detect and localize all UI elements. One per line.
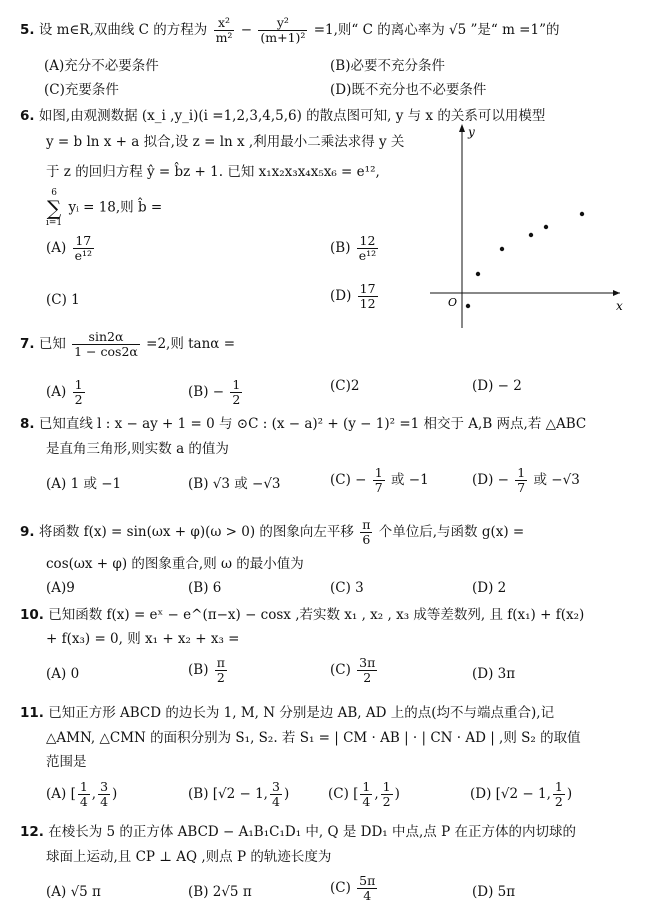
- q9-option-a[interactable]: (A)9: [46, 580, 75, 596]
- q11-option-b[interactable]: (B) [√2 − 1, $\frac{3}{4}$ ): [188, 779, 290, 809]
- q8-number: 8.: [20, 416, 35, 432]
- data-point: [500, 247, 504, 251]
- data-point: [529, 233, 533, 237]
- q9-fraction: $\frac{\pi}{6}$: [362, 517, 371, 547]
- q11-number: 11.: [20, 705, 44, 721]
- q5-option-c[interactable]: (C)充要条件: [44, 82, 119, 98]
- q10-option-c[interactable]: (C) $\frac{3\pi}{2}$: [330, 655, 376, 685]
- x-axis-label: x: [616, 299, 623, 313]
- q5-stem: 5. 设 m∈R,双曲线 C 的方程为 $\frac{\text{x²}}{\text{m²}}$ − $\frac{\text{y²}}{\text{(m+1)²}}$ =1,则“ C 的离心率为 √5 ”是“ m =1”的: [20, 15, 560, 45]
- q8-option-d[interactable]: (D) − $\frac{1}{7}$ 或 −√3: [472, 465, 580, 495]
- q6-summation: 6 ∑ i=1: [46, 188, 63, 228]
- q10-option-a[interactable]: (A) 0: [46, 666, 80, 682]
- q5-option-a[interactable]: (A)充分不必要条件: [44, 58, 159, 74]
- q5-text-pre: 设 m∈R,双曲线 C 的方程为: [38, 22, 208, 38]
- q10-line-1: 10. 已知函数 f(x) = eˣ − e^(π−x) − cosx ,若实数 x₁ , x₂ , x₃ 成等差数列, 且 f(x₁) + f(x₂): [20, 607, 585, 623]
- q12-option-c[interactable]: (C) $\frac{5\pi}{4}$: [330, 873, 376, 903]
- q12-option-a[interactable]: (A) √5 π: [46, 884, 101, 900]
- q6-line-3: 于 z 的回归方程 ŷ = b̂z + 1. 已知 x₁x₂x₃x₄x₅x₆ = e¹²,: [46, 164, 380, 180]
- q12-line-1: 12. 在棱长为 5 的正方体 ABCD − A₁B₁C₁D₁ 中, Q 是 DD₁ 中点,点 P 在正方体的内切球的: [20, 824, 576, 840]
- q6-scatter-plot: [420, 118, 630, 333]
- q6-option-b[interactable]: (B) $\frac{12}{\text{e¹²}}$: [330, 233, 377, 263]
- q10-number: 10.: [20, 607, 44, 623]
- q9-line-1: 9. 将函数 f(x) = sin(ωx + φ)(ω > 0) 的图象向左平移 $\frac{\pi}{6}$ 个单位后,与函数 g(x) =: [20, 517, 525, 547]
- x-axis-arrow: [613, 290, 620, 296]
- q5-text-post: =1,则“ C 的离心率为 √5 ”是“ m =1”的: [313, 22, 560, 38]
- q10-line-2: + f(x₃) = 0, 则 x₁ + x₂ + x₃ =: [46, 631, 240, 647]
- q5-fraction-2: $\frac{\text{y²}}{\text{(m+1)²}}$: [260, 15, 306, 45]
- q7-option-d[interactable]: (D) − 2: [472, 378, 522, 394]
- q12-line-2: 球面上运动,且 CP ⊥ AQ ,则点 P 的轨迹长度为: [46, 849, 332, 865]
- q6-line-1: 6. 如图,由观测数据 (x_i ,y_i)(i =1,2,3,4,5,6) 的散点图可知, y 与 x 的关系可以用模型: [20, 108, 546, 124]
- q9-option-c[interactable]: (C) 3: [330, 580, 364, 596]
- data-point: [476, 272, 480, 276]
- q7-fraction: $\frac{\sin 2\alpha}{1 - \cos 2\alpha}$: [74, 329, 138, 359]
- data-point: [466, 304, 470, 308]
- y-axis-label: y: [468, 125, 475, 139]
- q8-option-c[interactable]: (C) − $\frac{1}{7}$ 或 −1: [330, 465, 429, 495]
- q11-line-3: 范围是: [46, 754, 87, 770]
- q5-option-b[interactable]: (B)必要不充分条件: [330, 58, 445, 74]
- q11-option-a[interactable]: (A) [ $\frac{1}{4}$ , $\frac{3}{4}$ ): [46, 779, 118, 809]
- q12-option-d[interactable]: (D) 5π: [472, 884, 516, 900]
- q9-line-2: cos(ωx + φ) 的图象重合,则 ω 的最小值为: [46, 556, 304, 572]
- q6-line-2: y = b ln x + a 拟合,设 z = ln x ,利用最小二乘法求得 y 关: [46, 134, 405, 150]
- q6-line-4: 6 ∑ i=1 yᵢ = 18,则 b̂ =: [46, 188, 163, 228]
- q10-option-d[interactable]: (D) 3π: [472, 666, 516, 682]
- q5-option-d[interactable]: (D)既不充分也不必要条件: [330, 82, 487, 98]
- q8-option-b[interactable]: (B) √3 或 −√3: [188, 476, 281, 492]
- q11-line-2: △AMN, △CMN 的面积分别为 S₁, S₂. 若 S₁ = | CM · AB | · | CN · AD | ,则 S₂ 的取值: [46, 730, 581, 746]
- q12-option-b[interactable]: (B) 2√5 π: [188, 884, 252, 900]
- q9-number: 9.: [20, 524, 35, 540]
- q8-option-a[interactable]: (A) 1 或 −1: [46, 476, 122, 492]
- q6-option-c[interactable]: (C) 1: [46, 292, 80, 308]
- q7-option-a[interactable]: (A) $\frac{1}{2}$: [46, 377, 83, 407]
- q8-line-2: 是直角三角形,则实数 a 的值为: [46, 441, 229, 457]
- q10-option-b[interactable]: (B) $\frac{\pi}{2}$: [188, 655, 225, 685]
- q8-line-1: 8. 已知直线 l : x − ay + 1 = 0 与 ⊙C : (x − a)² + (y − 1)² =1 相交于 A,B 两点,若 △ABC: [20, 416, 587, 432]
- q11-line-1: 11. 已知正方形 ABCD 的边长为 1, M, N 分别是边 AB, AD 上的点(均不与端点重合),记: [20, 705, 555, 721]
- q9-option-b[interactable]: (B) 6: [188, 580, 222, 596]
- origin-label: O: [448, 296, 458, 309]
- q11-option-c[interactable]: (C) [ $\frac{1}{4}$ , $\frac{1}{2}$ ): [328, 779, 400, 809]
- data-point: [544, 225, 548, 229]
- q7-option-b[interactable]: (B) − $\frac{1}{2}$: [188, 377, 241, 407]
- q12-number: 12.: [20, 824, 44, 840]
- q9-option-d[interactable]: (D) 2: [472, 580, 507, 596]
- q7-number: 7.: [20, 336, 35, 352]
- q5-number: 5.: [20, 22, 35, 38]
- q11-option-d[interactable]: (D) [√2 − 1, $\frac{1}{2}$ ): [470, 779, 573, 809]
- data-point: [580, 212, 584, 216]
- q6-option-d[interactable]: (D) $\frac{17}{12}$: [330, 281, 376, 311]
- q6-number: 6.: [20, 108, 35, 124]
- q7-stem: 7. 已知 $\frac{\sin 2\alpha}{1 - \cos 2\alpha}$ =2,则 tanα =: [20, 329, 236, 359]
- y-axis-arrow: [459, 124, 465, 132]
- q5-fraction-1: $\frac{\text{x²}}{\text{m²}}$: [215, 15, 233, 45]
- q6-option-a[interactable]: (A) $\frac{17}{\text{e¹²}}$: [46, 233, 93, 263]
- q7-option-c[interactable]: (C)2: [330, 378, 360, 394]
